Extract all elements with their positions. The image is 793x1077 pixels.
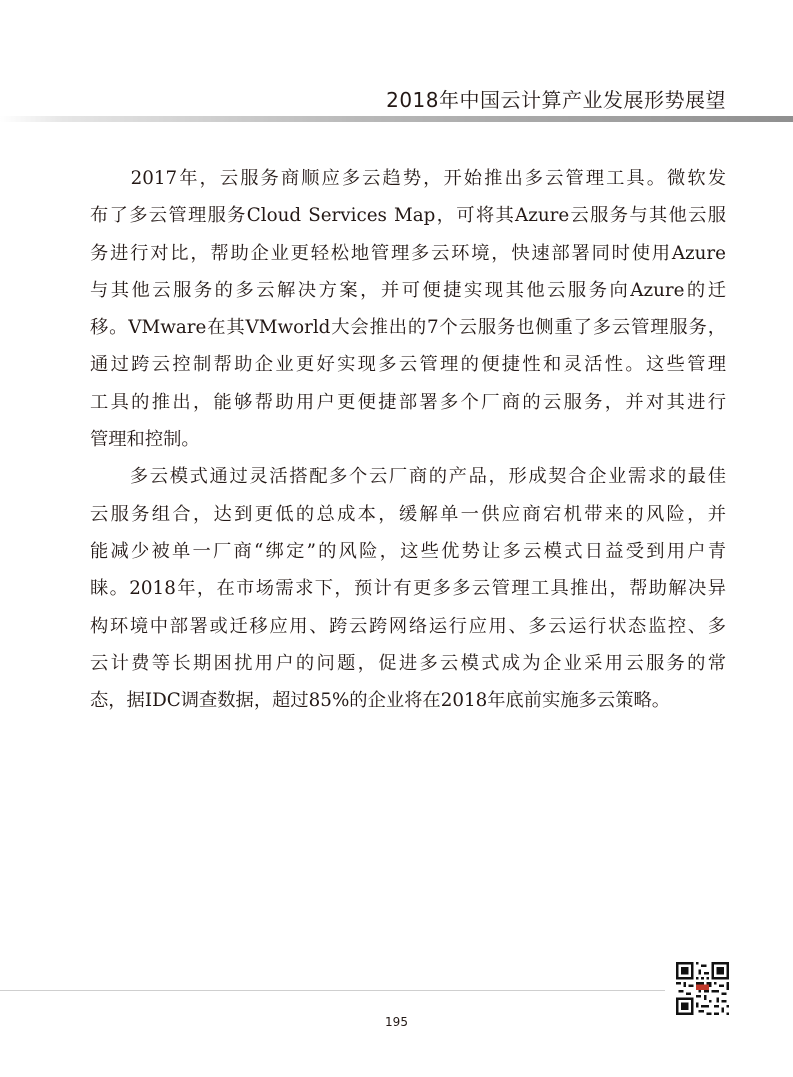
footer-divider [0, 990, 665, 991]
text-line: 布了多云管理服务Cloud Services Map，可将其Azure云服务与其他云服 [90, 205, 726, 227]
text-line: 2017年，云服务商顺应多云趋势，开始推出多云管理工具。微软发 [90, 168, 726, 189]
text-line: 睐。2018年，在市场需求下，预计有更多多云管理工具推出，帮助解决异 [90, 578, 726, 600]
text-line: 态，据IDC调查数据，超过85%的企业将在2018年底前实施多云策略。 [90, 690, 671, 712]
text-line: 移。VMware在其VMworld大会推出的7个云服务也侧重了多云管理服务， [90, 317, 726, 339]
page-number: 195 [385, 1015, 408, 1029]
text-line: 务进行对比，帮助企业更轻松地管理多云环境，快速部署同时使用Azure [90, 242, 726, 264]
paragraph [90, 458, 726, 719]
text-line: 与其他云服务的多云解决方案，并可便捷实现其他云服务向Azure的迁 [90, 279, 726, 301]
text-line: 云计费等长期困扰用户的问题，促进多云模式成为企业采用云服务的常 [90, 652, 726, 674]
text-line: 能减少被单一厂商“绑定”的风险，这些优势让多云模式日益受到用户青 [90, 540, 726, 562]
paragraph [90, 160, 726, 458]
text-line: 工具的推出，能够帮助用户更便捷部署多个厂商的云服务，并对其进行 [90, 391, 726, 413]
body-text [90, 160, 726, 719]
running-header-title: 2018年中国云计算产业发展形势展望 [386, 88, 726, 112]
text-line: 云服务组合，达到更低的总成本，缓解单一供应商宕机带来的风险，并 [90, 503, 726, 525]
text-line: 构环境中部署或迁移应用、跨云跨网络运行应用、多云运行状态监控、多 [90, 615, 726, 637]
text-line: 通过跨云控制帮助企业更好实现多云管理的便捷性和灵活性。这些管理 [90, 354, 726, 376]
header-divider [0, 116, 793, 122]
text-line: 多云模式通过灵活搭配多个云厂商的产品，形成契合企业需求的最佳 [90, 466, 726, 488]
qr-code-icon [676, 962, 729, 1015]
text-line: 管理和控制。 [90, 429, 200, 451]
